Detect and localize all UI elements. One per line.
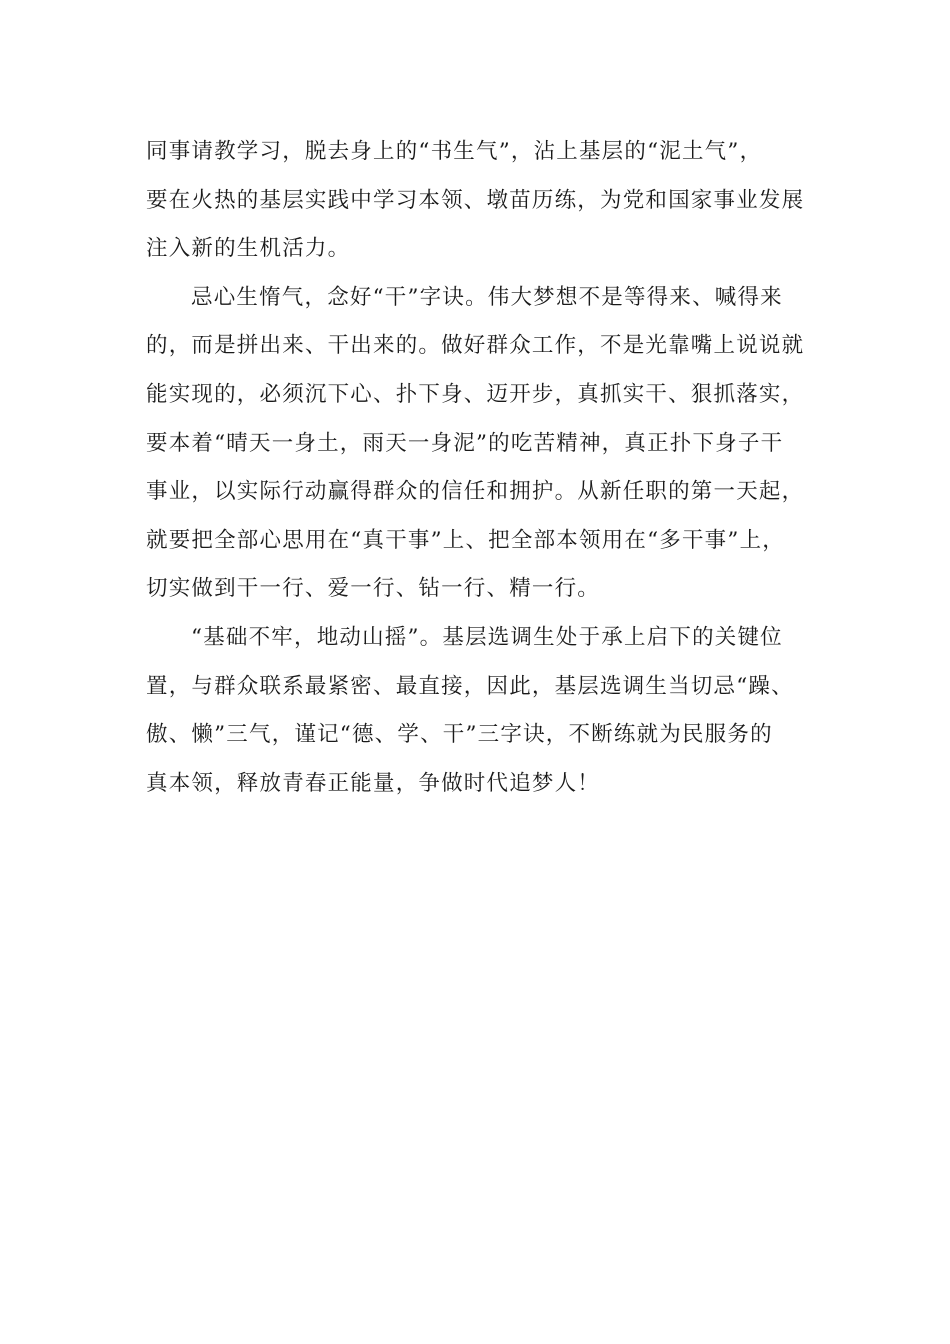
text-line: 的，而是拼出来、干出来的。做好群众工作，不是光靠嘴上说说就 bbox=[146, 333, 805, 359]
text-line: 就要把全部心思用在“真干事”上、把全部本领用在“多干事”上， bbox=[146, 527, 785, 553]
text-line: 同事请教学习，脱去身上的“书生气”，沾上基层的“泥土气”， bbox=[146, 139, 763, 164]
text-line: 真本领，释放青春正能量，争做时代追梦人！ bbox=[146, 770, 601, 796]
text-line: 能实现的，必须沉下心、扑下身、迈开步，真抓实干、狠抓落实， bbox=[146, 381, 805, 407]
text-line: “基础不牢，地动山摇”。基层选调生处于承上启下的关键位 bbox=[191, 624, 783, 650]
text-line: 注入新的生机活力。 bbox=[146, 236, 351, 262]
text-line: 忌心生惰气，念好“干”字诀。伟大梦想不是等得来、喊得来 bbox=[191, 284, 783, 310]
text-line: 要在火热的基层实践中学习本领、墩苗历练，为党和国家事业发展 bbox=[146, 187, 805, 213]
document-body bbox=[146, 128, 806, 808]
text-line: 切实做到干一行、爱一行、钻一行、精一行。 bbox=[146, 576, 601, 602]
text-line: 傲、懒”三气，谨记“德、学、干”三字诀，不断练就为民服务的 bbox=[146, 722, 773, 748]
text-line: 事业，以实际行动赢得群众的信任和拥护。从新任职的第一天起， bbox=[146, 479, 805, 505]
paragraph-1 bbox=[146, 128, 806, 274]
text-line: 置，与群众联系最紧密、最直接，因此，基层选调生当切忌“躁、 bbox=[146, 673, 794, 699]
paragraph-3 bbox=[146, 614, 806, 808]
text-line: 要本着“晴天一身土，雨天一身泥”的吃苦精神，真正扑下身子干 bbox=[146, 430, 784, 456]
paragraph-2 bbox=[146, 274, 806, 614]
